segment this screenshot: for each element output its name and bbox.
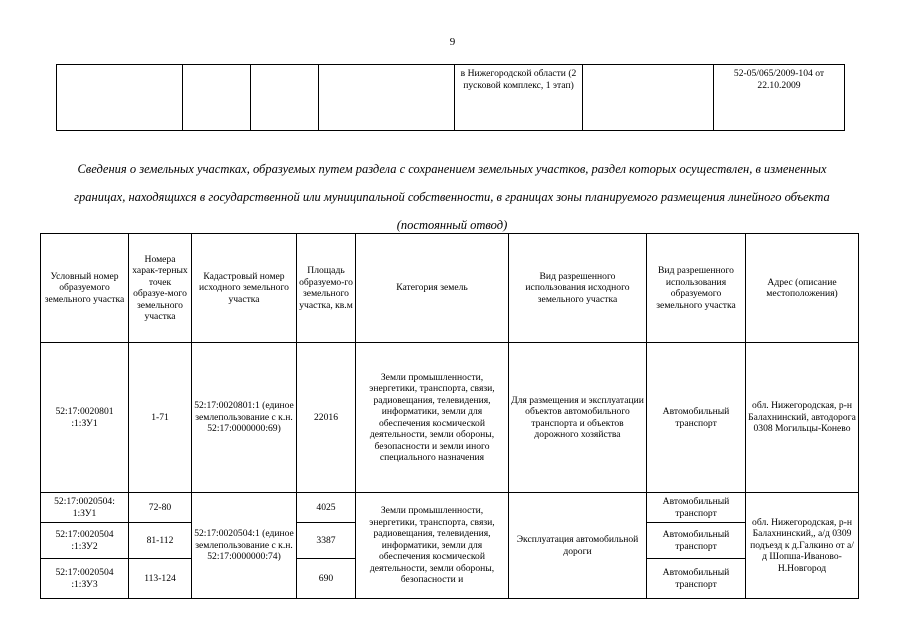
document-ref-cell: 52-05/065/2009-104 от 22.10.2009: [714, 65, 845, 131]
use-source-cell: Для размещения и эксплуатации объектов автомобильного транспорта и объектов дорожного хозяйства: [509, 343, 647, 493]
area-cell: 690: [297, 559, 356, 599]
header-cell-cadastral: Кадастровый номер исходного земельного участка: [192, 234, 297, 343]
empty-cell: [319, 65, 455, 131]
header-cell-category: Категория земель: [356, 234, 509, 343]
area-cell: 4025: [297, 493, 356, 523]
section-heading: Сведения о земельных участках, образуемых путем раздела с сохранением земельных участков, раздел которых осуществлен, в измененных границах, находящихся в государственной или муниципальной собственности, в границах зоны планируемого размещения линейного объекта (постоянный отвод): [74, 162, 830, 232]
header-cell-area: Площадь образуемо-го земельного участка, кв.м: [297, 234, 356, 343]
use-new-cell: Автомобильный транспорт: [647, 343, 746, 493]
address-cell: обл. Нижегородская, р-н Балахнинский, автодорога 0308 Могильцы-Конево: [746, 343, 859, 493]
header-row: [41, 234, 859, 343]
header-cell-points: Номера харак-терных точек образуе-мого земельного участка: [129, 234, 192, 343]
header-cell-number: Условный номер образуемого земельного участка: [41, 234, 129, 343]
use-new-cell: Автомобильный транспорт: [647, 559, 746, 599]
header-cell-use-source: Вид разрешенного использования исходного земельного участка: [509, 234, 647, 343]
points-cell: 81-112: [129, 523, 192, 559]
page-number: 9: [449, 36, 456, 48]
cadastral-cell: 52:17:0020801:1 (единое землепользование с к.н. 52:17:0000000:69): [192, 343, 297, 493]
table-row: [41, 343, 859, 493]
header-cell-address: Адрес (описание местоположения): [746, 234, 859, 343]
plot-number-cell: 52:17:0020504 :1:ЗУ3: [41, 559, 129, 599]
plot-number-cell: 52:17:0020801 :1:ЗУ1: [41, 343, 129, 493]
points-cell: 113-124: [129, 559, 192, 599]
address-cell: обл. Нижегородская, р-н Балахнинский,, а/д 0309 подъезд к д.Галкино от а/д Шопша-Иваново-Н.Новгород: [746, 493, 859, 599]
category-cell: Земли промышленности, энергетики, транспорта, связи, радиовещания, телевидения, информатики, земли для обеспечения космической деятельности, земли обороны, безопасности и: [356, 493, 509, 599]
land-plots-table: [40, 233, 859, 599]
category-cell: Земли промышленности, энергетики, транспорта, связи, радиовещания, телевидения, информатики, земли для обеспечения космической деятельности, земли обороны, безопасности и земли иного специального назначения: [356, 343, 509, 493]
points-cell: 1-71: [129, 343, 192, 493]
header-cell-use-new: Вид разрешенного использования образуемого земельного участка: [647, 234, 746, 343]
continuation-table: [56, 64, 845, 131]
plot-number-cell: 52:17:0020504: 1:ЗУ1: [41, 493, 129, 523]
empty-cell: [183, 65, 251, 131]
empty-cell: [57, 65, 183, 131]
points-cell: 72-80: [129, 493, 192, 523]
table-row: [41, 493, 859, 523]
use-new-cell: Автомобильный транспорт: [647, 493, 746, 523]
continuation-row: [57, 65, 845, 131]
plot-number-cell: 52:17:0020504 :1:ЗУ2: [41, 523, 129, 559]
use-new-cell: Автомобильный транспорт: [647, 523, 746, 559]
empty-cell: [583, 65, 714, 131]
cadastral-cell: 52:17:0020504:1 (единое землепользование с к.н. 52:17:0000000:74): [192, 493, 297, 599]
use-source-cell: Эксплуатация автомобильной дороги: [509, 493, 647, 599]
area-cell: 3387: [297, 523, 356, 559]
empty-cell: [251, 65, 319, 131]
area-cell: 22016: [297, 343, 356, 493]
object-name-cell: в Нижегородской области (2 пусковой комплекс, 1 этап): [455, 65, 583, 131]
